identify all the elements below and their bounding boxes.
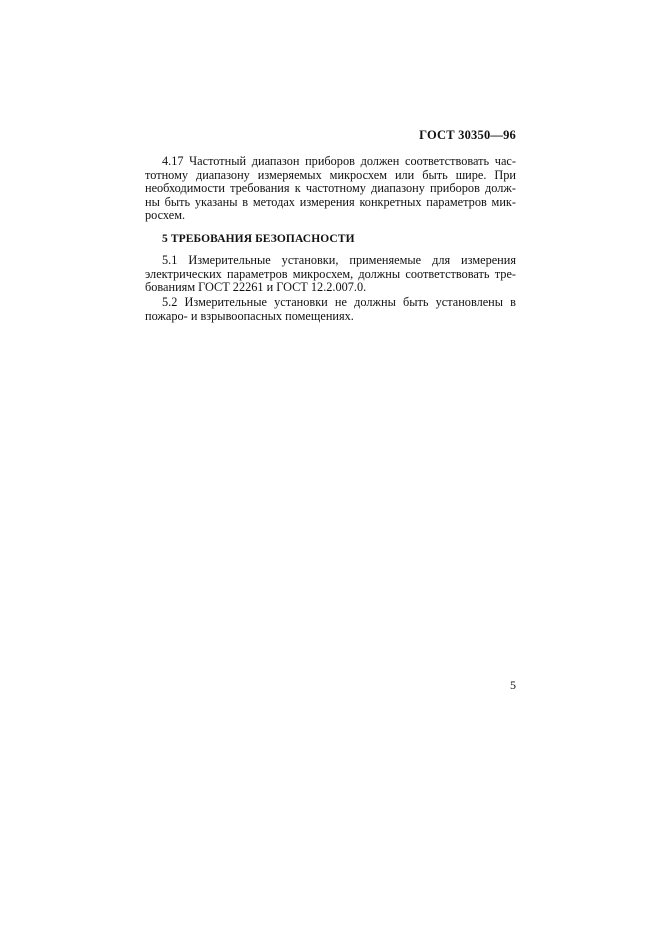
paragraph-line: бованиям ГОСТ 22261 и ГОСТ 12.2.007.0.	[145, 280, 367, 295]
paragraph-line: тотному диапазону измеряемых микросхем или быть шире. При	[145, 167, 516, 182]
paragraph-line: 5.2 Измерительные установки не должны быть установлены в	[162, 295, 516, 309]
paragraph-line: пожаро- и взрывоопасных помещениях.	[145, 308, 354, 323]
paragraph-line: 4.17 Частотный диапазон приборов должен соответствовать час-	[162, 154, 516, 168]
paragraph-4-17	[145, 155, 516, 223]
paragraph-line: необходимости требования к частотному диапазону приборов долж-	[145, 181, 516, 196]
paragraph-line: росхем.	[145, 208, 186, 223]
paragraph-line: электрических параметров микросхем, должны соответствовать тре-	[145, 266, 516, 281]
page-number: 5	[510, 678, 516, 692]
standard-code-header: ГОСТ 30350—96	[419, 128, 516, 142]
paragraph-5-1	[145, 254, 516, 295]
paragraph-line: ны быть указаны в методах измерения конкретных параметров мик-	[145, 194, 516, 209]
section-5-heading: 5 ТРЕБОВАНИЯ БЕЗОПАСНОСТИ	[162, 233, 355, 245]
paragraph-5-2	[145, 296, 516, 323]
paragraph-line: 5.1 Измерительные установки, применяемые для измерения	[162, 253, 516, 267]
